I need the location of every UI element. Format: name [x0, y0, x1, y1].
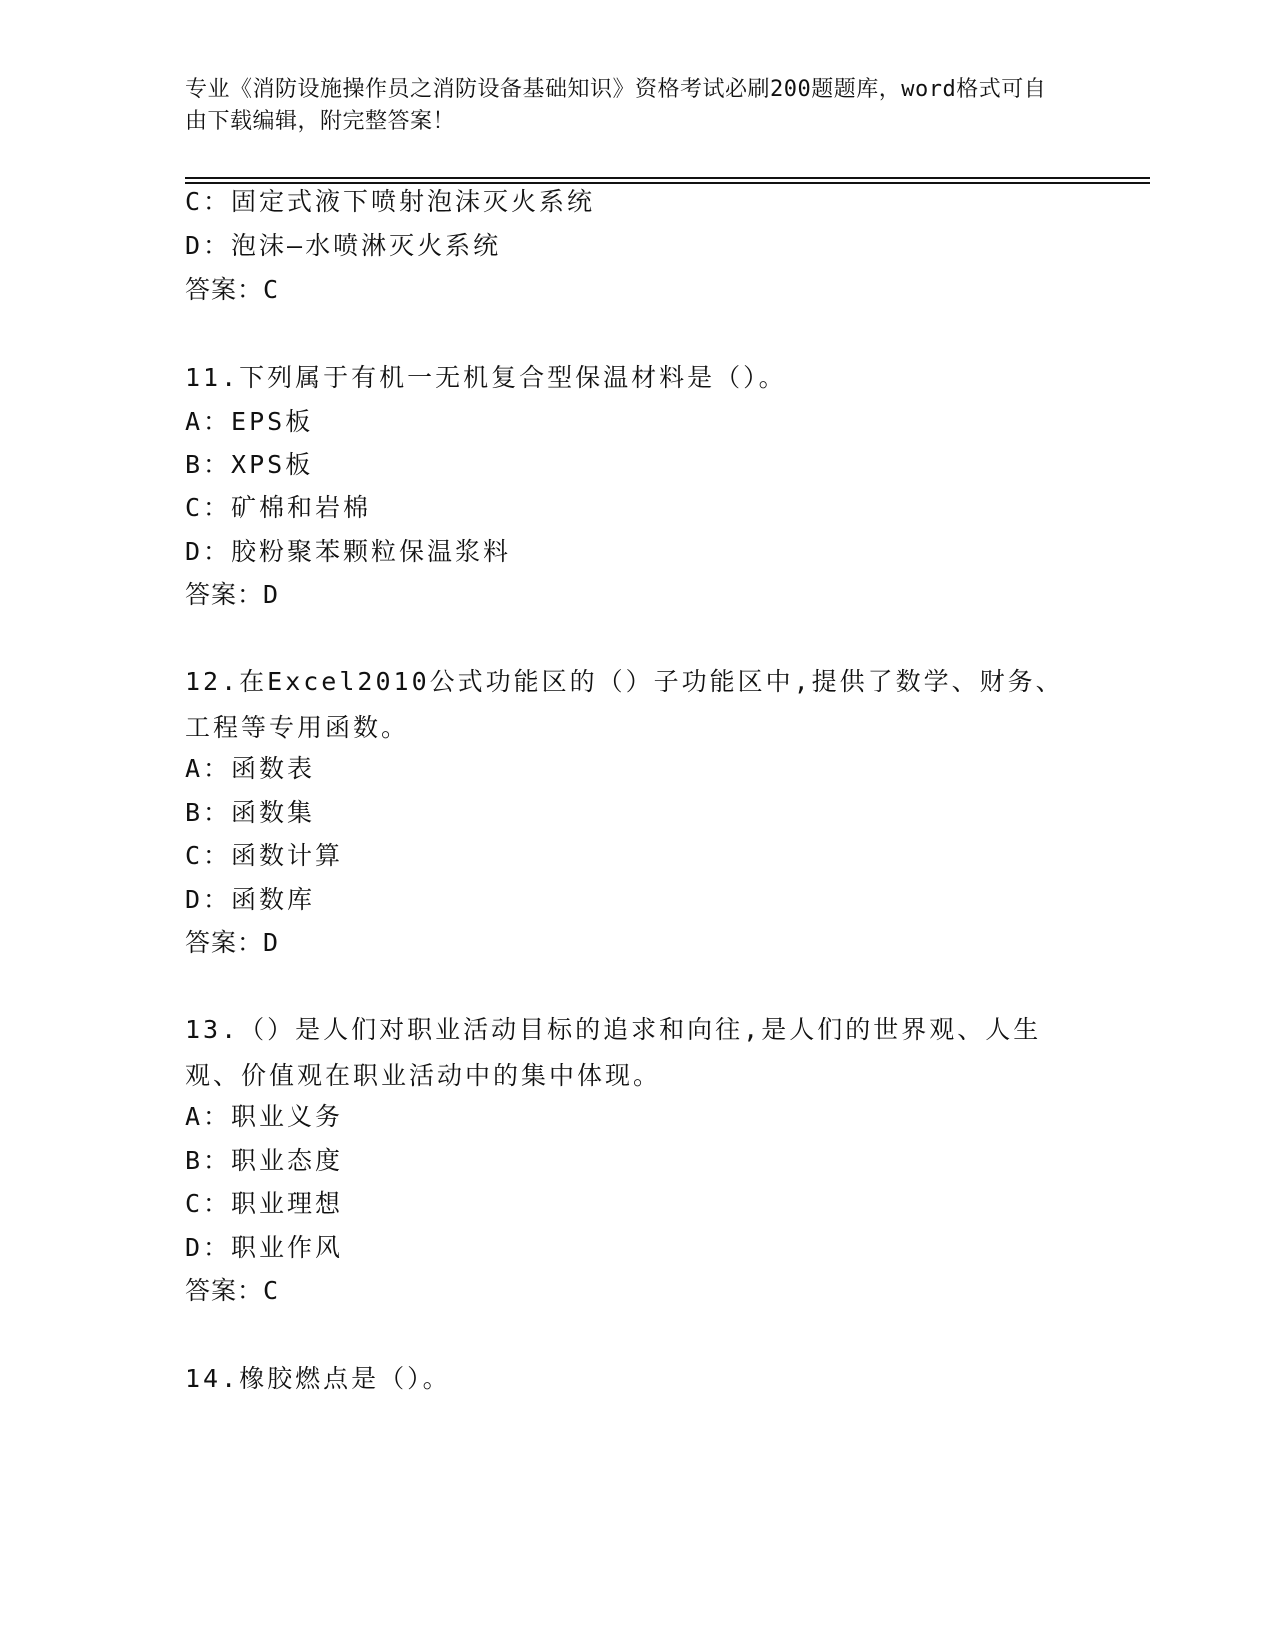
header-divider	[185, 177, 1150, 179]
option-c: C：矿棉和岩棉	[185, 493, 372, 522]
question-stem: 14.橡胶燃点是（）。	[185, 1364, 451, 1393]
answer: 答案：D	[185, 928, 280, 957]
question-stem: 11.下列属于有机一无机复合型保温材料是（）。	[185, 363, 787, 392]
option-d: D：胶粉聚苯颗粒保温浆料	[185, 537, 512, 566]
option-a: A：职业义务	[185, 1102, 344, 1131]
answer: 答案：D	[185, 580, 280, 609]
option-d: D：职业作风	[185, 1233, 344, 1262]
answer: 答案：C	[185, 1276, 280, 1305]
option-c: C：函数计算	[185, 841, 344, 870]
option-b: B：函数集	[185, 798, 316, 827]
option-c: C：固定式液下喷射泡沫灭火系统	[185, 187, 596, 216]
header-divider	[185, 182, 1150, 184]
question-stem: 12.在Excel2010公式功能区的（）子功能区中,提供了数学、财务、工程等专用函数。	[185, 667, 1064, 742]
option-d: D：泡沫—水喷淋灭火系统	[185, 231, 502, 260]
option-b: B：职业态度	[185, 1146, 344, 1175]
option-b: B：XPS板	[185, 450, 314, 479]
option-c: C：职业理想	[185, 1189, 344, 1218]
answer: 答案：C	[185, 275, 280, 304]
option-a: A：EPS板	[185, 407, 314, 436]
option-d: D：函数库	[185, 885, 316, 914]
question-stem: 13.（）是人们对职业活动目标的追求和向往,是人们的世界观、人生观、价值观在职业活动中的集中体现。	[185, 1015, 1042, 1090]
option-a: A：函数表	[185, 754, 316, 783]
document-header: 专业《消防设施操作员之消防设备基础知识》资格考试必刷200题题库，word格式可自由下载编辑，附完整答案！	[185, 77, 1047, 134]
